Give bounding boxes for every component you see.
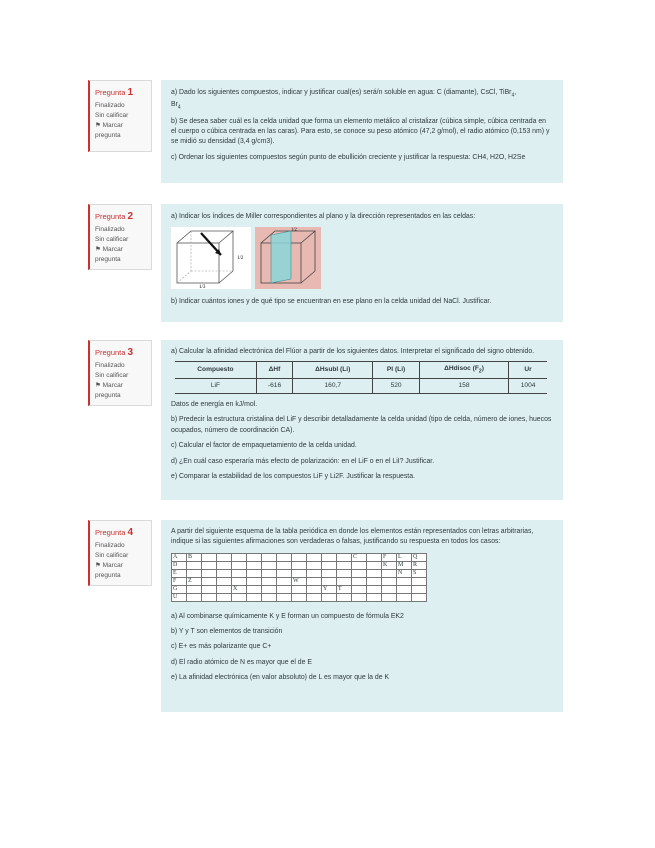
column-header: PI (Li) (373, 362, 420, 379)
flag-icon: ⚑ (95, 121, 101, 129)
periodic-table-cell (322, 593, 337, 601)
cube-direction-diagram (171, 227, 251, 289)
periodic-table-cell (322, 553, 337, 561)
periodic-table-cell: S (412, 569, 427, 577)
periodic-table-cell (247, 577, 262, 585)
periodic-table-cell (262, 561, 277, 569)
question-score: Sin calificar (95, 371, 129, 379)
column-header: ΔHf (256, 362, 292, 379)
table-row (175, 379, 547, 394)
question-3-part-c: c) Calcular el factor de empaquetamiento de la celda unidad. (171, 442, 357, 450)
question-status: Finalizado (95, 541, 125, 549)
periodic-table-cell (412, 593, 427, 601)
flag-question-link[interactable]: ⚑ Marcar pregunta (95, 381, 123, 399)
table-cell: 158 (419, 379, 508, 394)
units-note: Datos de energía en kJ/mol. (171, 401, 258, 409)
periodic-table-cell (217, 561, 232, 569)
periodic-table-cell (202, 561, 217, 569)
periodic-table-cell (382, 569, 397, 577)
table-cell: 1004 (509, 379, 547, 394)
periodic-table-cell (382, 577, 397, 585)
periodic-table-cell (247, 585, 262, 593)
periodic-table-cell (412, 585, 427, 593)
periodic-table-cell (262, 593, 277, 601)
periodic-table-cell (202, 569, 217, 577)
periodic-table-row (172, 553, 427, 561)
periodic-table-cell (232, 553, 247, 561)
question-4-intro: A partir del siguiente esquema de la tabla periódica en donde los elementos están representados con letras arbitrarias, indique si las siguientes afirmaciones son verdaderas o falsas, justificando su respuesta en todos los casos: (171, 528, 534, 546)
periodic-table-cell: B (187, 553, 202, 561)
periodic-table-cell (352, 561, 367, 569)
periodic-table-cell (217, 553, 232, 561)
periodic-table-cell (337, 577, 352, 585)
question-2-part-a: a) Indicar los índices de Miller correspondientes al plano y la dirección representados en las celdas: (171, 213, 476, 220)
periodic-table-cell: X (232, 585, 247, 593)
question-1-part-a: a) Dado los siguientes compuestos, indicar y justificar cual(es) será/n soluble en agua: C (diamante), CsCl, TiBr$_4$, $Br_4$ (171, 89, 517, 111)
periodic-table-cell (307, 585, 322, 593)
question-1-info (88, 80, 152, 152)
question-4-part-d: d) El radio atómico de N es mayor que el de E (171, 658, 312, 666)
periodic-table-cell (307, 593, 322, 601)
periodic-table-cell (202, 553, 217, 561)
periodic-table-cell (352, 593, 367, 601)
periodic-table-cell (292, 593, 307, 601)
periodic-table-cell (412, 577, 427, 585)
periodic-table-cell (352, 577, 367, 585)
periodic-table-cell: N (397, 569, 412, 577)
periodic-table-cell: U (172, 593, 187, 601)
periodic-table-scheme (171, 553, 427, 602)
periodic-table-row (172, 569, 427, 577)
periodic-table-cell (262, 577, 277, 585)
cube-label: 1/2 (291, 227, 297, 232)
periodic-table-cell (307, 569, 322, 577)
periodic-table-cell: K (382, 561, 397, 569)
question-score: Sin calificar (95, 551, 129, 559)
periodic-table-cell (292, 561, 307, 569)
question-2-content (161, 204, 563, 322)
question-1-content (161, 80, 563, 183)
periodic-table-cell: F (172, 577, 187, 585)
question-1-part-c: c) Ordenar los siguientes compuestos según punto de ebullición creciente y justificar la respuesta: CH4, H2O, H2Se (171, 153, 526, 161)
periodic-table-cell (337, 561, 352, 569)
periodic-table-cell (292, 585, 307, 593)
periodic-table-cell (217, 593, 232, 601)
periodic-table-cell: F (382, 553, 397, 561)
periodic-table-cell (322, 577, 337, 585)
table-cell: 520 (373, 379, 420, 394)
periodic-table-cell (397, 577, 412, 585)
periodic-table-cell (187, 569, 202, 577)
periodic-table-cell: T (337, 585, 352, 593)
periodic-table-cell (292, 553, 307, 561)
periodic-table-cell (247, 593, 262, 601)
periodic-table-cell (307, 561, 322, 569)
cube-plane-diagram (255, 227, 321, 289)
periodic-table-cell (247, 569, 262, 577)
periodic-table-cell: E (172, 569, 187, 577)
question-3-part-a: a) Calcular la afinidad electrónica del Flúor a partir de los siguientes datos. Interpretar el significado del signo obtenido. (171, 348, 535, 355)
question-3-part-b: b) Predecir la estructura cristalina del LiF y describir detalladamente la celda unidad (tipo de celda, número de iones, huecos ocupados, número de coordinación CA). (171, 416, 552, 434)
column-header: Ur (509, 362, 547, 379)
periodic-table-cell (367, 553, 382, 561)
miller-figures (171, 227, 553, 289)
question-4-part-e: e) La afinidad electrónica (en valor absoluto) de L es mayor que la de K (171, 674, 390, 682)
flag-question-link[interactable]: ⚑ Marcar pregunta (95, 121, 123, 139)
periodic-table-cell (217, 569, 232, 577)
table-cell: 160,7 (293, 379, 373, 394)
question-2-info (88, 204, 152, 270)
thermo-data-table (175, 361, 547, 394)
question-2-number: Pregunta 2 (95, 211, 134, 222)
periodic-table-cell (397, 593, 412, 601)
question-status: Finalizado (95, 225, 125, 233)
periodic-table-cell (292, 569, 307, 577)
periodic-table-cell (277, 577, 292, 585)
question-1-part-b: b) Se desea saber cuál es la celda unidad que forma un elemento metálico al cristalizar (cúbica simple, cúbica centrada en el cuerpo o cúbica centrada en las caras). Para esto, se conoce su peso atómico (47,2 g/mol), el radio atómico (0,153 nm) y se midió su densidad (3,4 g/cm3). (171, 117, 550, 146)
flag-question-link[interactable]: ⚑ Marcar pregunta (95, 245, 123, 263)
periodic-table-cell (337, 553, 352, 561)
periodic-table-cell: Z (187, 577, 202, 585)
periodic-table-cell (247, 561, 262, 569)
question-score: Sin calificar (95, 111, 129, 119)
periodic-table-cell (232, 569, 247, 577)
periodic-table-cell (367, 593, 382, 601)
question-1-number: Pregunta 1 (95, 87, 134, 98)
periodic-table-cell: Q (412, 553, 427, 561)
periodic-table-row (172, 561, 427, 569)
periodic-table-cell (277, 585, 292, 593)
periodic-table-cell (352, 569, 367, 577)
question-4-number: Pregunta 4 (95, 527, 134, 538)
periodic-table-cell (202, 593, 217, 601)
periodic-table-cell: Y (322, 585, 337, 593)
periodic-table-row (172, 593, 427, 601)
question-3-part-d: d) ¿En cuál caso esperaría más efecto de polarización: en el LiF o en el LiI? Justificar. (171, 457, 435, 465)
periodic-table-cell (202, 577, 217, 585)
periodic-table-cell (262, 553, 277, 561)
question-status: Finalizado (95, 361, 125, 369)
periodic-table-cell (367, 561, 382, 569)
question-4-part-b: b) Y y T son elementos de transición (171, 628, 283, 636)
periodic-table-cell (187, 593, 202, 601)
cube-label: 1/2 (237, 256, 244, 262)
periodic-table-cell: G (172, 585, 187, 593)
periodic-table-row (172, 577, 427, 585)
periodic-table-cell (277, 593, 292, 601)
periodic-table-cell (382, 585, 397, 593)
question-3-content (161, 340, 563, 500)
periodic-table-cell (187, 561, 202, 569)
table-cell: -616 (256, 379, 292, 394)
column-header: Compuesto (175, 362, 256, 379)
periodic-table-row (172, 585, 427, 593)
periodic-table-cell (232, 561, 247, 569)
cube-label: 1/3 (199, 285, 206, 290)
question-4-part-a: a) Al combinarse químicamente K y E forman un compuesto de fórmula EK2 (171, 612, 404, 620)
periodic-table-cell (262, 585, 277, 593)
flag-question-link[interactable]: ⚑ Marcar pregunta (95, 561, 123, 579)
question-4-part-c: c) E+ es más polarizante que C+ (171, 643, 272, 651)
periodic-table-cell (232, 593, 247, 601)
flag-icon: ⚑ (95, 245, 101, 253)
table-header-row (175, 362, 547, 379)
periodic-table-cell: W (292, 577, 307, 585)
periodic-table-cell: M (397, 561, 412, 569)
periodic-table-cell (277, 569, 292, 577)
periodic-table-cell (367, 585, 382, 593)
question-4-info (88, 520, 152, 586)
periodic-table-cell (202, 585, 217, 593)
question-2-part-b: b) Indicar cuántos iones y de qué tipo se encuentran en ese plano en la celda unidad del NaCl. Justificar. (171, 298, 492, 306)
question-4-content (161, 520, 563, 712)
column-header: ΔHdisoc $(F_2)$ (419, 362, 508, 379)
periodic-table-cell (397, 585, 412, 593)
periodic-table-cell (352, 585, 367, 593)
question-3-part-e: e) Comparar la estabilidad de los compuestos LiF y Li2F. Justificar la respuesta. (171, 472, 415, 480)
column-header: ΔHsubl (Li) (293, 362, 373, 379)
periodic-table-cell (307, 577, 322, 585)
flag-icon: ⚑ (95, 381, 101, 389)
periodic-table-cell (217, 585, 232, 593)
periodic-table-cell (277, 561, 292, 569)
periodic-table-cell (337, 569, 352, 577)
periodic-table-cell (262, 569, 277, 577)
question-score: Sin calificar (95, 235, 129, 243)
flag-icon: ⚑ (95, 561, 101, 569)
periodic-table-cell (322, 561, 337, 569)
periodic-table-cell (322, 569, 337, 577)
periodic-table-cell (247, 553, 262, 561)
periodic-table-cell (217, 577, 232, 585)
periodic-table-cell (367, 577, 382, 585)
periodic-table-cell (307, 553, 322, 561)
periodic-table-cell: A (172, 553, 187, 561)
periodic-table-cell: R (412, 561, 427, 569)
table-cell: LiF (175, 379, 256, 394)
periodic-table-cell: D (172, 561, 187, 569)
periodic-table-cell (232, 577, 247, 585)
question-3-info (88, 340, 152, 406)
periodic-table-cell (367, 569, 382, 577)
periodic-table-cell: L (397, 553, 412, 561)
question-status: Finalizado (95, 101, 125, 109)
periodic-table-cell (187, 585, 202, 593)
question-3-number: Pregunta 3 (95, 347, 134, 358)
periodic-table-cell (337, 593, 352, 601)
periodic-table-cell: C (352, 553, 367, 561)
periodic-table-cell (382, 593, 397, 601)
periodic-table-cell (277, 553, 292, 561)
